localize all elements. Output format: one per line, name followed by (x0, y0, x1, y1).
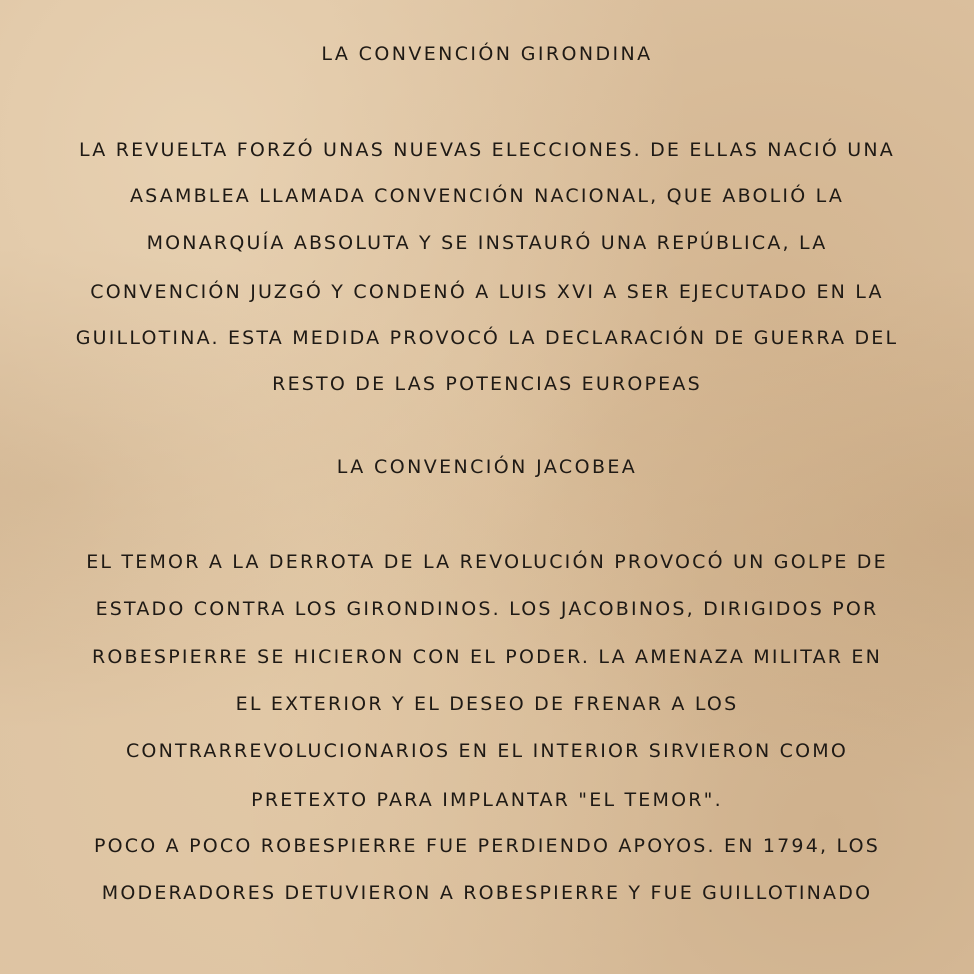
section-title-jacobea: LA CONVENCIÓN JACOBEA (336, 456, 638, 478)
paragraph-line: RESTO DE LAS POTENCIAS EUROPEAS (272, 373, 702, 395)
paragraph-line: POCO A POCO ROBESPIERRE FUE PERDIENDO APOYOS. EN 1794, LOS (93, 835, 881, 857)
paragraph-line: ROBESPIERRE SE HICIERON CON EL PODER. LA AMENAZA MILITAR EN (91, 646, 883, 668)
paragraph-line: ASAMBLEA LLAMADA CONVENCIÓN NACIONAL, QUE ABOLIÓ LA (129, 185, 845, 207)
paragraph-line: CONTRARREVOLUCIONARIOS EN EL INTERIOR SIRVIERON COMO (125, 740, 849, 762)
paragraph-line: PRETEXTO PARA IMPLANTAR "EL TEMOR". (251, 789, 723, 811)
paragraph-line: EL EXTERIOR Y EL DESEO DE FRENAR A LOS (235, 693, 739, 715)
paragraph-line: EL TEMOR A LA DERROTA DE LA REVOLUCIÓN PROVOCÓ UN GOLPE DE (86, 551, 888, 573)
section-title-girondina: LA CONVENCIÓN GIRONDINA (321, 43, 653, 65)
paragraph-line: MODERADORES DETUVIERON A ROBESPIERRE Y FUE GUILLOTINADO (101, 882, 873, 904)
paragraph-line: GUILLOTINA. ESTA MEDIDA PROVOCÓ LA DECLARACIÓN DE GUERRA DEL (75, 327, 899, 349)
paragraph-line: ESTADO CONTRA LOS GIRONDINOS. LOS JACOBINOS, DIRIGIDOS POR (95, 598, 879, 620)
paragraph-line: CONVENCIÓN JUZGÓ Y CONDENÓ A LUIS XVI A SER EJECUTADO EN LA (90, 281, 884, 303)
paragraph-line: MONARQUÍA ABSOLUTA Y SE INSTAURÓ UNA REPÚBLICA, LA (146, 232, 828, 254)
paragraph-line: LA REVUELTA FORZÓ UNAS NUEVAS ELECCIONES. DE ELLAS NACIÓ UNA (79, 139, 895, 161)
